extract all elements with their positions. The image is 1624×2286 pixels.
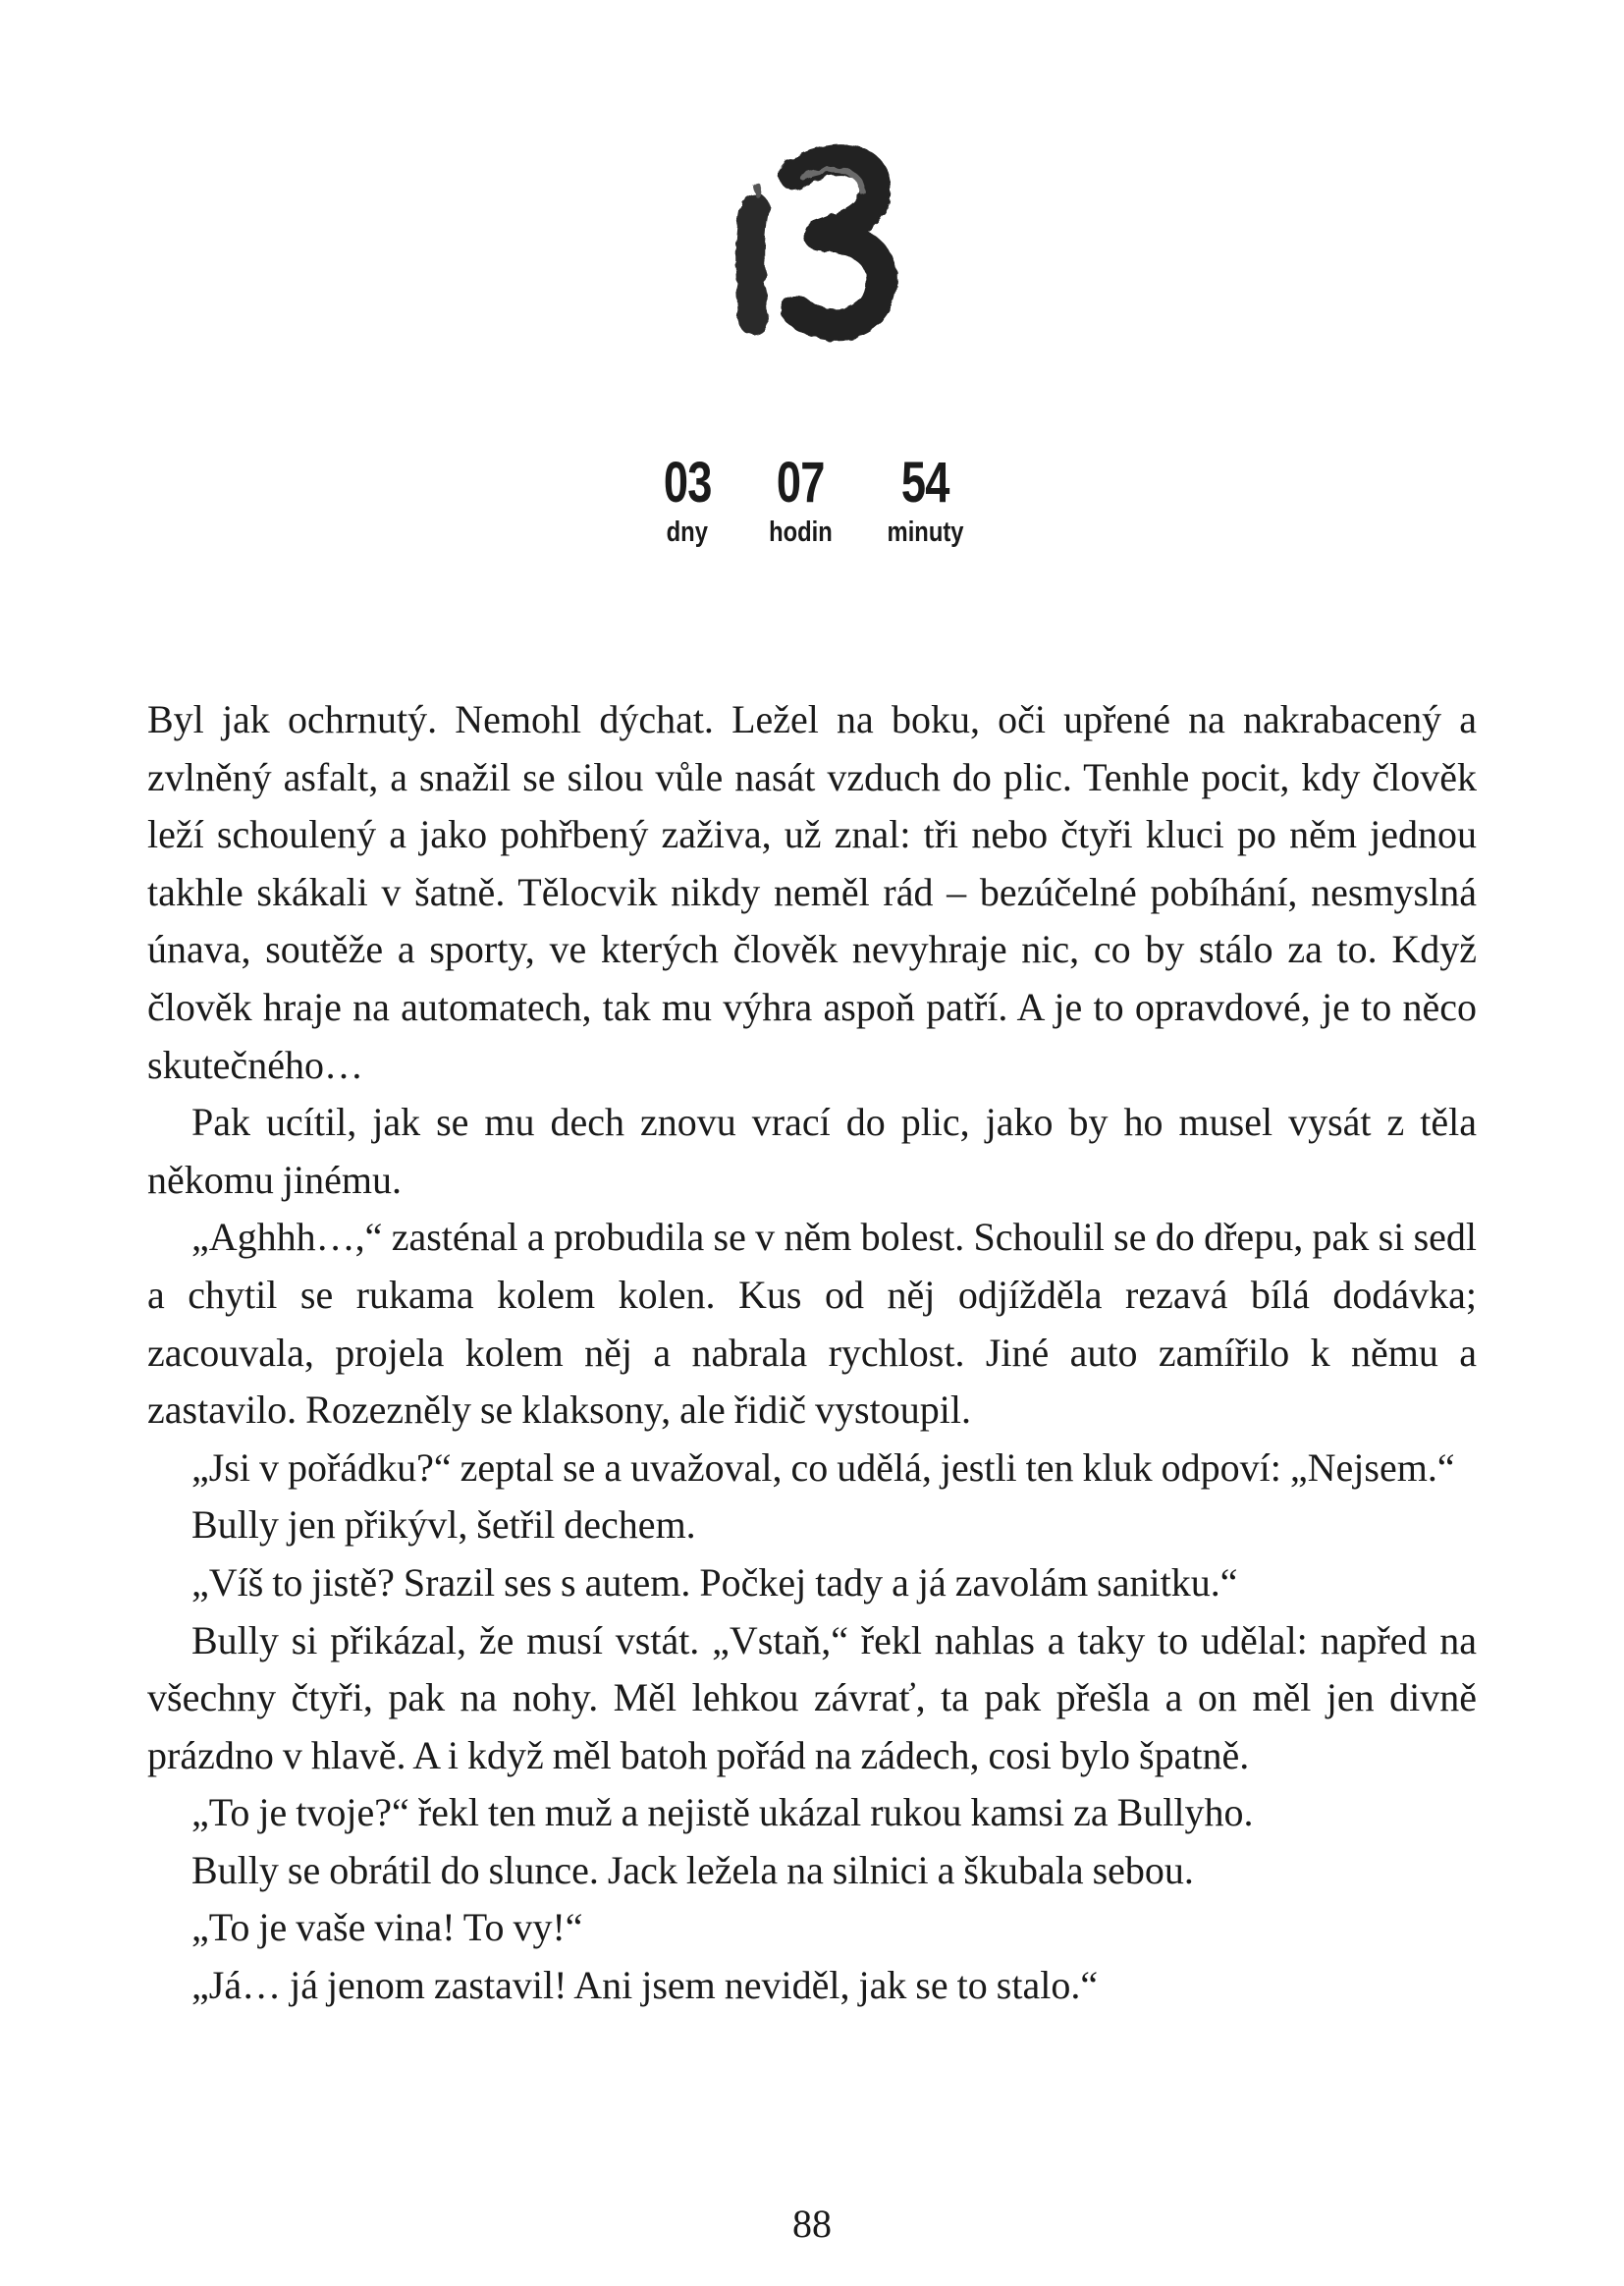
paragraph: „Víš to jistě? Srazil ses s autem. Počkej tady a já zavolám sanitku.“	[191, 1559, 1238, 1605]
paragraph: Bully si přikázal, že musí vstát. „Vstaň,“ řekl nahlas a taky to udělal: napřed na všechny čtyři, pak na nohy. Měl lehkou závrať, ta pak přešla a on měl jen divně prázdno v hlavě. A i když měl batoh pořád na zádech, cosi bylo špatně.	[147, 1617, 1477, 1777]
countdown-hours	[762, 451, 839, 548]
paragraph: Bully jen přikývl, šetřil dechem.	[191, 1502, 696, 1548]
countdown-days-value: 03	[663, 451, 712, 515]
paragraph: Pak ucítil, jak se mu dech znovu vrací do plic, jako by ho musel vysát z těla někomu jinému.	[147, 1100, 1477, 1202]
countdown-minutes	[879, 451, 972, 548]
chapter-number	[714, 137, 910, 344]
countdown-timer	[0, 451, 1624, 548]
paragraph: Bully se obrátil do slunce. Jack ležela na silnici a škubala sebou.	[191, 1847, 1194, 1892]
countdown-days-label: dny	[666, 517, 709, 548]
countdown-hours-value: 07	[777, 451, 825, 515]
chapter-number-brush-glyph	[714, 137, 910, 344]
chapter-body	[147, 691, 1477, 2015]
paragraph: „To je vaše vina! To vy!“	[191, 1905, 583, 1950]
countdown-minutes-label: minuty	[887, 517, 964, 548]
paragraph: „Aghhh…,“ zasténal a probudila se v něm bolest. Schoulil se do dřepu, pak si sedl a chytil se rukama kolem kolen. Kus od něj odjížděla rezavá bílá dodávka; zacouvala, projela kolem něj a nabrala rychlost. Jiné auto zamířilo k němu a zastavilo. Rozezněly se klaksony, ale řidič vystoupil.	[147, 1215, 1477, 1433]
paragraph: „To je tvoje?“ řekl ten muž a nejistě ukázal rukou kamsi za Bullyho.	[191, 1790, 1254, 1835]
countdown-days	[652, 451, 723, 548]
countdown-hours-label: hodin	[769, 517, 833, 548]
paragraph: Byl jak ochrnutý. Nemohl dýchat. Ležel na boku, oči upřené na nakrabacený a zvlněný asfalt, a snažil se silou vůle nasát vzduch do plic. Tenhle pocit, kdy člověk leží schoulený a jako pohřbený zaživa, už znal: tři nebo čtyři kluci po něm jednou takhle skákali v šatně. Tělocvik nikdy neměl rád – bezúčelné pobíhání, nesmyslná únava, soutěže a sporty, ve kterých člověk nevyhraje nic, co by stálo za to. Když člověk hraje na automatech, tak mu výhra aspoň patří. A je to opravdové, je to něco skutečného…	[147, 697, 1477, 1087]
page-number: 88	[792, 2202, 832, 2246]
paragraph: „Já… já jenom zastavil! Ani jsem neviděl, jak se to stalo.“	[191, 1963, 1099, 2008]
paragraph: „Jsi v pořádku?“ zeptal se a uvažoval, co udělá, jestli ten kluk odpoví: „Nejsem.“	[191, 1444, 1455, 1490]
countdown-minutes-value: 54	[901, 451, 949, 515]
